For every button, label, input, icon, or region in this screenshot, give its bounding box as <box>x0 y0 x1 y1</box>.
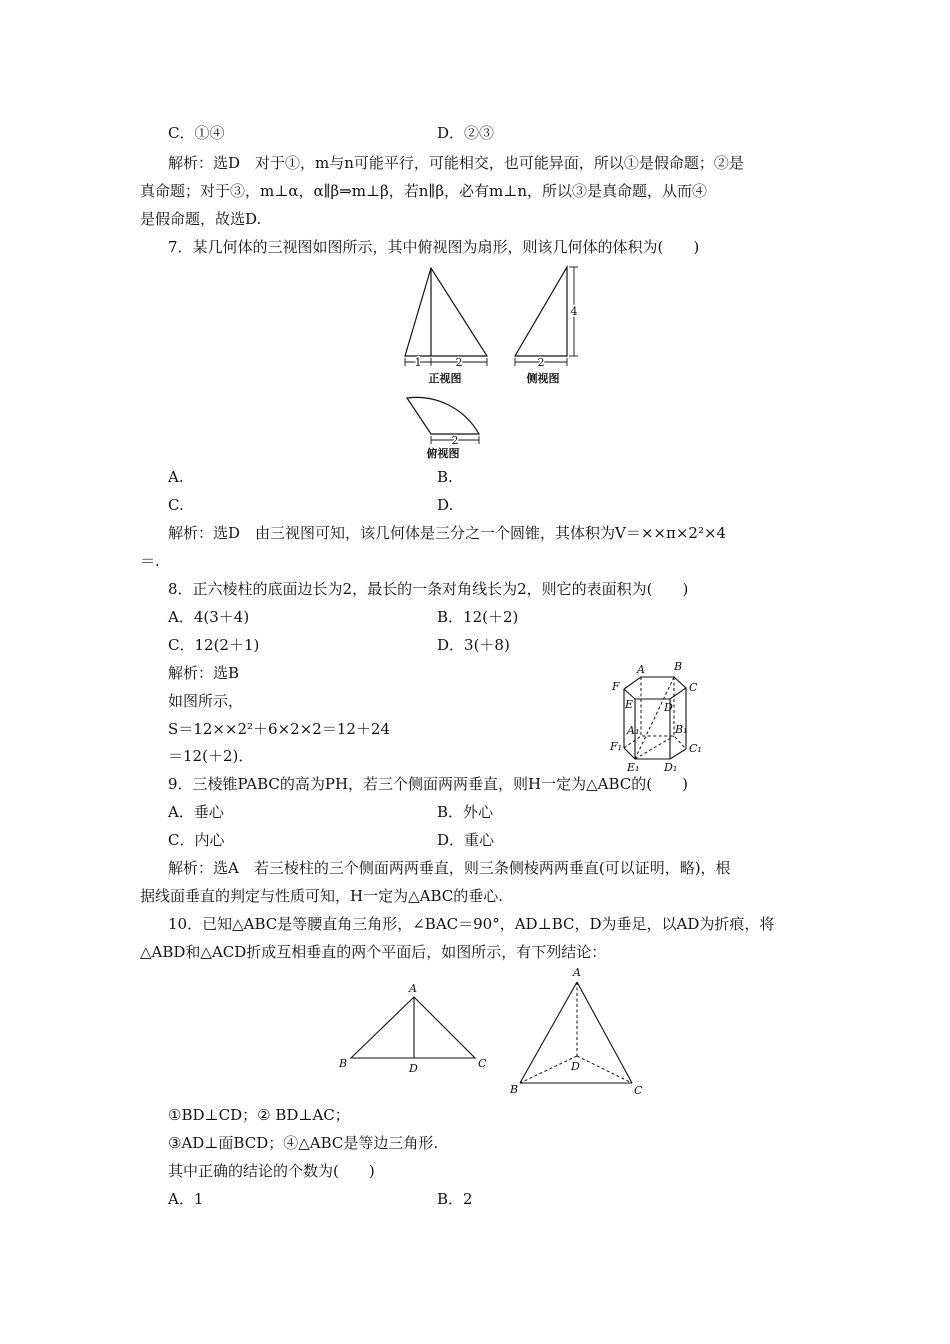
q9-option-b: B．外心 <box>437 803 494 821</box>
vertex-E: E <box>625 698 634 711</box>
q7-answer-line-2: ＝. <box>140 552 160 570</box>
front-view-label: 正视图 <box>428 372 462 385</box>
q8-answer-line-3: S＝12××2²＋6×2×2＝12＋24 <box>168 720 390 738</box>
q7-answer-line-1: 解析：选D 由三视图可知，该几何体是三分之一个圆锥，其体积为V＝××π×2²×4 <box>168 524 727 542</box>
vertex-F: F <box>612 680 620 693</box>
q10-flat-triangle-figure <box>335 980 495 1080</box>
q9-option-c: C．内心 <box>168 831 225 849</box>
q10-option-a: A．1 <box>168 1190 204 1208</box>
top-view-dim-2: 2 <box>451 434 459 447</box>
vertex-D: D <box>664 701 673 714</box>
q8-option-d: D．3(＋8) <box>437 636 510 654</box>
q8-answer-line-2: 如图所示， <box>168 692 244 710</box>
vertex-B1: B₁ <box>675 723 688 736</box>
q6-option-d: D．②③ <box>437 124 495 142</box>
front-view-dim-2: 2 <box>455 356 463 369</box>
front-view-dim-1: 1 <box>414 356 422 369</box>
fold-vertex-A: A <box>573 966 581 979</box>
q8-option-b: B．12(＋2) <box>437 608 519 626</box>
top-view-label: 俯视图 <box>426 447 460 460</box>
flat-vertex-C: C <box>478 1057 487 1070</box>
vertex-E1: E₁ <box>627 761 640 774</box>
q9-answer-line-2: 据线面垂直的判定与性质可知，H一定为△ABC的垂心. <box>140 887 503 905</box>
q8-answer-line-1: 解析：选B <box>168 664 240 682</box>
q8-answer-line-4: ＝12(＋2)． <box>168 747 254 765</box>
side-view <box>515 267 578 366</box>
flat-vertex-A: A <box>409 982 417 995</box>
q6-option-c: C．①④ <box>168 124 225 142</box>
q7-option-c: C. <box>168 496 184 514</box>
q10-conclusion-line-2: ③AD⊥面BCD；④△ABC是等边三角形. <box>168 1134 439 1152</box>
vertex-B: B <box>674 660 683 673</box>
vertex-C: C <box>689 681 698 694</box>
q7-three-view-figure <box>395 262 595 462</box>
q10-stem-line-1: 10．已知△ABC是等腰直角三角形，∠BAC＝90°，AD⊥BC，D为垂足，以AD为折痕，将 <box>168 915 775 933</box>
vertex-A1: A₁ <box>627 724 640 737</box>
fold-vertex-B: B <box>510 1083 519 1096</box>
side-view-dim-2: 2 <box>537 356 545 369</box>
q7-option-d: D. <box>437 496 454 514</box>
q7-option-a: A. <box>168 468 184 486</box>
prism-hidden-edges <box>624 677 686 759</box>
side-view-dim-4: 4 <box>570 305 578 318</box>
fold-vertex-C: C <box>634 1084 643 1097</box>
q8-option-a: A．4(3＋4) <box>168 608 250 626</box>
vertex-A: A <box>637 663 645 676</box>
q8-stem: 8．正六棱柱的底面边长为2，最长的一条对角线长为2，则它的表面积为( ) <box>168 580 689 598</box>
top-view-sector <box>407 397 479 444</box>
q10-option-b: B．2 <box>437 1190 473 1208</box>
q8-option-c: C．12(2＋1) <box>168 636 260 654</box>
side-view-label: 侧视图 <box>526 372 560 385</box>
q10-folded-pyramid-figure <box>505 962 655 1097</box>
q6-answer-line-1: 解析：选D 对于①，m与n可能平行，可能相交，也可能异面，所以①是假命题；②是 <box>168 154 744 172</box>
vertex-D1: D₁ <box>664 761 678 774</box>
front-view <box>405 268 487 366</box>
q9-option-a: A．垂心 <box>168 803 224 821</box>
q6-answer-line-2: 真命题；对于③，m⊥α，α∥β⇒m⊥β，若n∥β，必有m⊥n，所以③是真命题，从而④ <box>140 182 708 200</box>
q6-answer-line-3: 是假命题，故选D. <box>140 210 262 228</box>
q10-conclusion-line-1: ①BD⊥CD；② BD⊥AC； <box>168 1106 350 1124</box>
flat-vertex-B: B <box>339 1057 348 1070</box>
q7-stem: 7．某几何体的三视图如图所示，其中俯视图为扇形，则该几何体的体积为( ) <box>168 238 700 256</box>
q7-option-b: B. <box>437 468 453 486</box>
fold-vertex-D: D <box>571 1060 580 1073</box>
vertex-C1: C₁ <box>689 742 702 755</box>
q9-answer-line-1: 解析：选A 若三棱柱的三个侧面两两垂直，则三条侧棱两两垂直(可以证明，略)，根 <box>168 859 731 877</box>
q10-conclusion-line-3: 其中正确的结论的个数为( ) <box>168 1162 375 1180</box>
q8-hexagonal-prism-figure <box>606 658 710 774</box>
q10-stem-line-2: △ABD和△ACD折成互相垂直的两个平面后，如图所示，有下列结论： <box>140 943 607 961</box>
q9-option-d: D．重心 <box>437 831 495 849</box>
flat-vertex-D: D <box>409 1062 418 1075</box>
q9-stem: 9．三棱锥PABC的高为PH，若三个侧面两两垂直，则H一定为△ABC的( ) <box>168 775 688 793</box>
vertex-F1: F₁ <box>610 740 623 753</box>
